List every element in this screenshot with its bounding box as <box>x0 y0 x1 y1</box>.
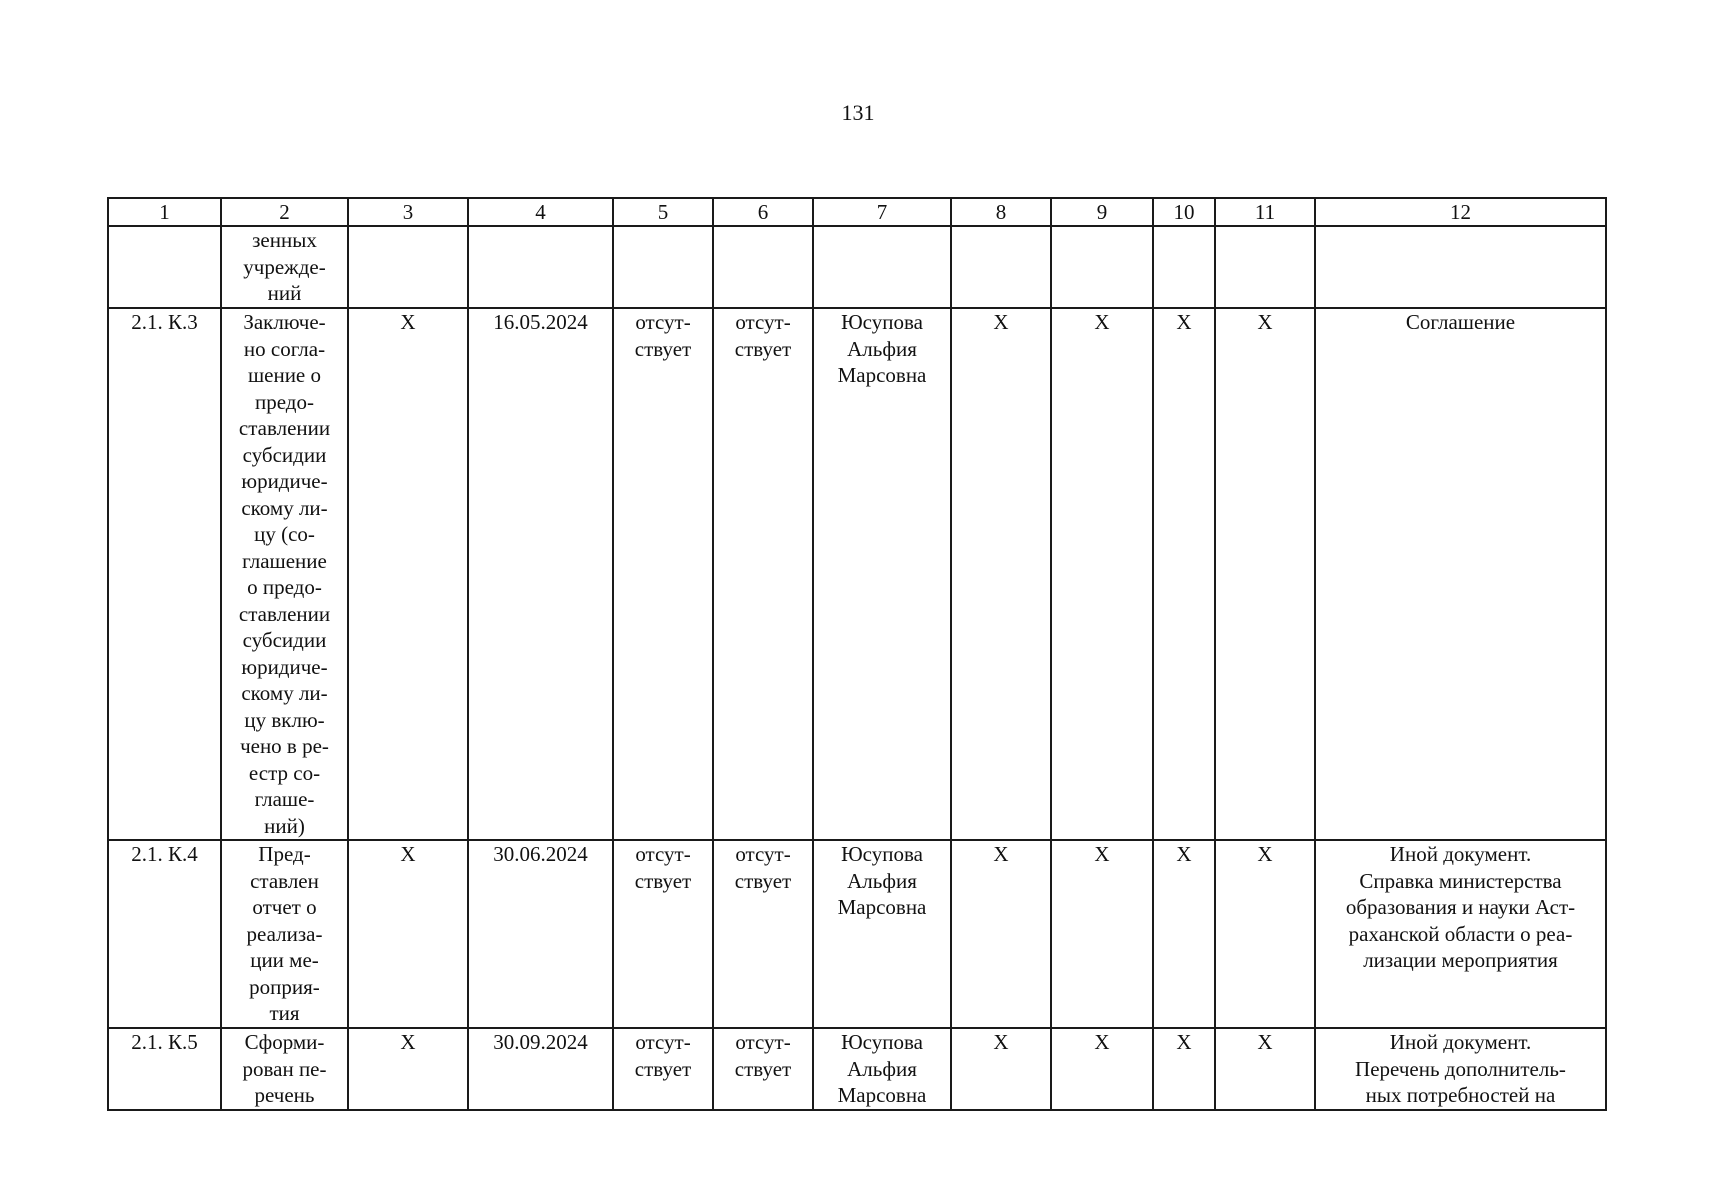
cell-line: Марсовна <box>837 363 927 387</box>
cell-col11: Х <box>1215 1028 1315 1110</box>
cell-col10: Х <box>1153 1028 1215 1110</box>
cell-col9: Х <box>1051 1028 1153 1110</box>
cell-line: раханской области о реа- <box>1348 921 1573 946</box>
cell-description <box>221 1028 348 1110</box>
cell-description <box>221 308 348 840</box>
cell-col10: Х <box>1153 840 1215 1028</box>
cell-col6 <box>713 308 813 840</box>
cell-line: Перечень дополнитель- <box>1355 1056 1566 1081</box>
cell-line: предо- <box>255 389 314 414</box>
cell-line: ставлен <box>250 868 319 893</box>
column-header: 8 <box>951 198 1051 226</box>
schedule-table <box>107 197 1607 1111</box>
column-header: 4 <box>468 198 613 226</box>
header-row <box>108 198 1606 226</box>
cell-col6 <box>713 840 813 1028</box>
cell-col10 <box>1153 226 1215 308</box>
cell-line: цу вклю- <box>244 707 325 732</box>
table-row <box>108 840 1606 1028</box>
cell-line: ствует <box>634 868 692 893</box>
cell-line: Сформи- <box>244 1030 325 1054</box>
cell-line: Марсовна <box>837 895 927 919</box>
cell-col5 <box>613 226 713 308</box>
cell-line: ний) <box>264 813 305 838</box>
cell-line: чено в ре- <box>240 734 329 758</box>
cell-document <box>1315 1028 1606 1110</box>
cell-line: Альфия <box>847 336 917 361</box>
cell-line: отсут- <box>635 310 691 334</box>
cell-line: Юсупова <box>841 842 923 866</box>
cell-code <box>108 226 221 308</box>
column-header: 3 <box>348 198 468 226</box>
cell-col9 <box>1051 226 1153 308</box>
cell-line: Иной документ. <box>1389 1030 1532 1054</box>
column-header: 9 <box>1051 198 1153 226</box>
page-number: 131 <box>841 100 875 125</box>
cell-line: отсут- <box>735 310 791 334</box>
cell-line: естр со- <box>248 760 321 785</box>
cell-col11: Х <box>1215 308 1315 840</box>
cell-line: отсут- <box>735 1030 791 1054</box>
cell-line: юридиче- <box>241 654 328 679</box>
cell-line: юридиче- <box>241 469 328 493</box>
cell-line: Юсупова <box>841 1030 923 1054</box>
cell-line: учрежде- <box>243 254 326 279</box>
cell-line: Справка министерства <box>1359 868 1562 893</box>
cell-line: ствует <box>734 868 792 893</box>
cell-code: 2.1. К.5 <box>108 1028 221 1110</box>
table-body <box>108 226 1606 1110</box>
cell-line: субсидии <box>242 442 327 467</box>
cell-code: 2.1. К.3 <box>108 308 221 840</box>
cell-line: субсидии <box>242 628 327 652</box>
continuation-row <box>108 226 1606 308</box>
cell-col6 <box>713 226 813 308</box>
cell-document <box>1315 840 1606 1028</box>
cell-line: ствует <box>634 1056 692 1081</box>
column-header: 6 <box>713 198 813 226</box>
cell-col6 <box>713 1028 813 1110</box>
cell-line: шение о <box>247 363 322 387</box>
cell-col5 <box>613 308 713 840</box>
cell-date: 30.06.2024 <box>468 840 613 1028</box>
cell-col3: Х <box>348 308 468 840</box>
cell-line: цу (со- <box>254 522 315 546</box>
cell-col5 <box>613 840 713 1028</box>
cell-line: скому ли- <box>241 681 328 705</box>
cell-col8: Х <box>951 1028 1051 1110</box>
cell-description <box>221 226 348 308</box>
cell-line: Марсовна <box>837 1083 927 1107</box>
cell-line: ствует <box>734 1056 792 1081</box>
cell-line: о предо- <box>247 575 322 599</box>
cell-line: глаше- <box>254 787 315 811</box>
table-row <box>108 308 1606 840</box>
cell-responsible <box>813 308 951 840</box>
cell-col3: Х <box>348 1028 468 1110</box>
cell-col3: Х <box>348 840 468 1028</box>
cell-line: образования и науки Аст- <box>1345 895 1576 919</box>
cell-line: реализа- <box>246 921 323 946</box>
column-header: 1 <box>108 198 221 226</box>
cell-line: ставлении <box>238 601 331 626</box>
cell-line: Иной документ. <box>1389 842 1532 866</box>
cell-line: глашение <box>242 548 327 573</box>
cell-col9: Х <box>1051 840 1153 1028</box>
cell-col11: Х <box>1215 840 1315 1028</box>
cell-responsible <box>813 1028 951 1110</box>
cell-col5 <box>613 1028 713 1110</box>
cell-date <box>468 226 613 308</box>
cell-line: Пред- <box>258 842 311 866</box>
cell-line: Альфия <box>847 1056 917 1081</box>
cell-responsible <box>813 226 951 308</box>
cell-col9: Х <box>1051 308 1153 840</box>
cell-responsible <box>813 840 951 1028</box>
cell-description <box>221 840 348 1028</box>
cell-line: ции ме- <box>250 948 319 972</box>
cell-col3 <box>348 226 468 308</box>
cell-line: ставлении <box>238 416 331 440</box>
cell-line: ствует <box>734 336 792 361</box>
cell-line: отсут- <box>635 842 691 866</box>
cell-line: Альфия <box>847 868 917 893</box>
cell-line: ствует <box>634 336 692 361</box>
cell-col11 <box>1215 226 1315 308</box>
cell-col8: Х <box>951 308 1051 840</box>
cell-line: зенных <box>252 228 317 252</box>
column-header: 12 <box>1315 198 1606 226</box>
cell-code: 2.1. К.4 <box>108 840 221 1028</box>
cell-line: скому ли- <box>241 495 328 520</box>
cell-line: отсут- <box>635 1030 691 1054</box>
cell-date: 16.05.2024 <box>468 308 613 840</box>
cell-document <box>1315 308 1606 840</box>
column-header: 10 <box>1153 198 1215 226</box>
cell-line: лизации мероприятия <box>1363 948 1558 972</box>
cell-line: роприя- <box>249 974 320 999</box>
cell-line: отчет о <box>252 895 317 919</box>
column-header: 2 <box>221 198 348 226</box>
cell-line: рован пе- <box>242 1056 327 1081</box>
cell-line: Юсупова <box>841 310 923 334</box>
cell-date: 30.09.2024 <box>468 1028 613 1110</box>
cell-line: Соглашение <box>1405 310 1516 334</box>
cell-line: Заключе- <box>243 310 326 334</box>
cell-line: но согла- <box>243 336 326 361</box>
cell-line: ний <box>267 281 302 305</box>
cell-line: тия <box>269 1001 300 1025</box>
column-header: 5 <box>613 198 713 226</box>
cell-line: ных потребностей на <box>1365 1083 1556 1107</box>
cell-line: отсут- <box>735 842 791 866</box>
cell-document <box>1315 226 1606 308</box>
column-header: 7 <box>813 198 951 226</box>
cell-line: речень <box>254 1083 315 1107</box>
table-row <box>108 1028 1606 1110</box>
column-header: 11 <box>1215 198 1315 226</box>
cell-col8: Х <box>951 840 1051 1028</box>
cell-col10: Х <box>1153 308 1215 840</box>
cell-col8 <box>951 226 1051 308</box>
